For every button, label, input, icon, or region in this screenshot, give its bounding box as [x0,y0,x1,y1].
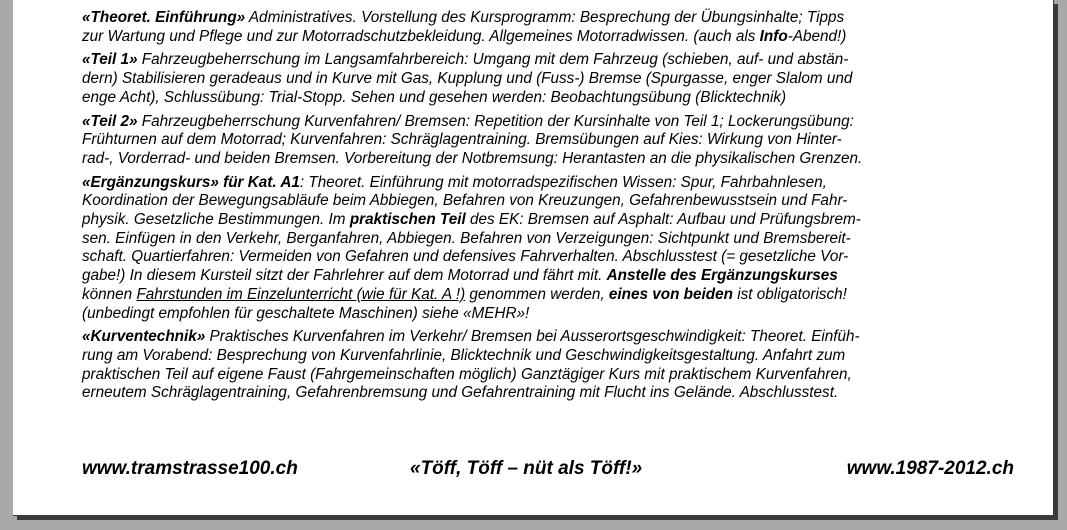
emphasis-text: praktischen Teil [349,211,466,229]
footer-slogan: «Töff, Töff – nüt als Töff!» [410,458,643,479]
text-line [82,328,1012,347]
underlined-text: Fahrstunden im Einzelunterricht (wie für Kat. A !) [136,285,466,303]
footer-website-link[interactable]: www.tramstrasse100.ch [82,458,298,479]
body-text: Frühturnen auf dem Motorrad; Kurvenfahren: Schräglagentraining. Bremsübungen auf Kies: Wirkung von Hinter- [82,131,842,149]
text-line [82,70,1012,89]
text-line [82,230,1012,249]
text-line [82,28,1012,47]
emphasis-text: «Kurventechnik» [82,328,206,346]
course-description [82,9,1012,408]
course-paragraph [82,174,1012,324]
body-text: ist obligatorisch! [732,285,847,303]
footer-website-link-2[interactable]: www.1987-2012.ch [846,458,1014,479]
body-text: schaft. Quartierfahren: Vermeiden von Gefahren und defensives Fahrverhalten. Abschlusstest (= gesetzliche Vor- [82,248,849,266]
text-line [82,113,1012,132]
body-text: erneutem Schräglagentraining, Gefahrenbremsung und Gefahrentraining mit Flucht ins Gelände. Abschlusstest. [82,384,839,402]
body-text: physik. Gesetzliche Bestimmungen. Im [82,211,350,229]
body-text: Koordination der Bewegungsabläufe beim Abbiegen, Befahren von Kreuzungen, Gefahrenbewusstsein und Fahr- [82,192,848,210]
body-text: Administratives. Vorstellung des Kursprogramm: Besprechung der Übungsinhalte; Tipps [245,9,845,26]
body-text: können [82,285,137,303]
text-line [82,211,1012,230]
footer [82,458,1014,482]
emphasis-text: «Teil 1» [82,51,138,69]
text-line [82,51,1012,70]
body-text: (unbedingt empfohlen für geschaltete Maschinen) siehe «MEHR»! [82,304,530,322]
emphasis-text: Info [759,27,788,45]
course-paragraph [82,9,1012,46]
text-line [82,248,1012,267]
body-text: : Theoret. Einführung mit motorradspezifischen Wissen: Spur, Fahrbahnlesen, [299,173,827,191]
body-text: -Abend!) [787,27,847,45]
body-text: Fahrzeugbeherrschung im Langsamfahrbereich: Umgang mit dem Fahrzeug (schieben, auf- und abstän- [137,51,849,69]
text-line [82,9,1012,28]
text-line [82,174,1012,193]
document-page [13,0,1054,516]
text-line [82,150,1012,169]
body-text: praktischen Teil auf eigene Faust (Fahrgemeinschaften möglich) Ganztägiger Kurs mit praktischem Kurvenfahren, [82,365,852,383]
text-line [82,366,1012,385]
body-text: sen. Einfügen in den Verkehr, Berganfahren, Abbiegen. Befahren von Verzeigungen: Sichtpunkt und Bremsbereit- [82,229,851,247]
body-text: Praktisches Kurvenfahren im Verkehr/ Bremsen bei Ausserortsgeschwindigkeit: Theoret. Einfüh- [205,328,860,346]
text-line [82,267,1012,286]
emphasis-text: Anstelle des Ergänzungskurses [606,267,838,285]
body-text: enge Acht), Schlussübung: Trial-Stopp. Sehen und gesehen werden: Beobachtungsübung (Blicktechnik) [82,88,787,106]
emphasis-text: eines von beiden [608,285,733,303]
body-text: Fahrzeugbeherrschung Kurvenfahren/ Bremsen: Repetition der Kursinhalte von Teil 1; Lockerungsübung: [137,112,854,130]
emphasis-text: «Teil 2» [82,112,138,130]
course-paragraph [82,113,1012,169]
course-paragraph [82,328,1012,403]
text-line [82,131,1012,150]
text-line [82,305,1012,324]
course-paragraph [82,51,1012,107]
text-line [82,384,1012,403]
emphasis-text: «Ergänzungskurs» für Kat. A1 [82,173,300,191]
text-line [82,192,1012,211]
body-text: des EK: Bremsen auf Asphalt: Aufbau und Prüfungsbrem- [465,211,861,229]
text-line [82,286,1012,305]
text-line [82,347,1012,366]
body-text: zur Wartung und Pflege und zur Motorradschutzbekleidung. Allgemeines Motorradwissen. (auch als [82,27,760,45]
body-text: rad-, Vorderrad- und beiden Bremsen. Vorbereitung der Notbremsung: Herantasten an die physikalischen Grenzen. [82,149,863,167]
text-line [82,89,1012,108]
emphasis-text: «Theoret. Einführung» [82,9,246,26]
body-text: dern) Stabilisieren geradeaus und in Kurve mit Gas, Kupplung und (Fuss-) Bremse (Spurgasse, enger Slalom und [82,70,853,88]
body-text: gabe!) In diesem Kursteil sitzt der Fahrlehrer auf dem Motorrad und fährt mit. [82,267,607,285]
body-text: genommen werden, [465,285,609,303]
body-text: rung am Vorabend: Besprechung von Kurvenfahrlinie, Blicktechnik und Geschwindigkeitsgestaltung. Anfahrt zum [82,346,846,364]
